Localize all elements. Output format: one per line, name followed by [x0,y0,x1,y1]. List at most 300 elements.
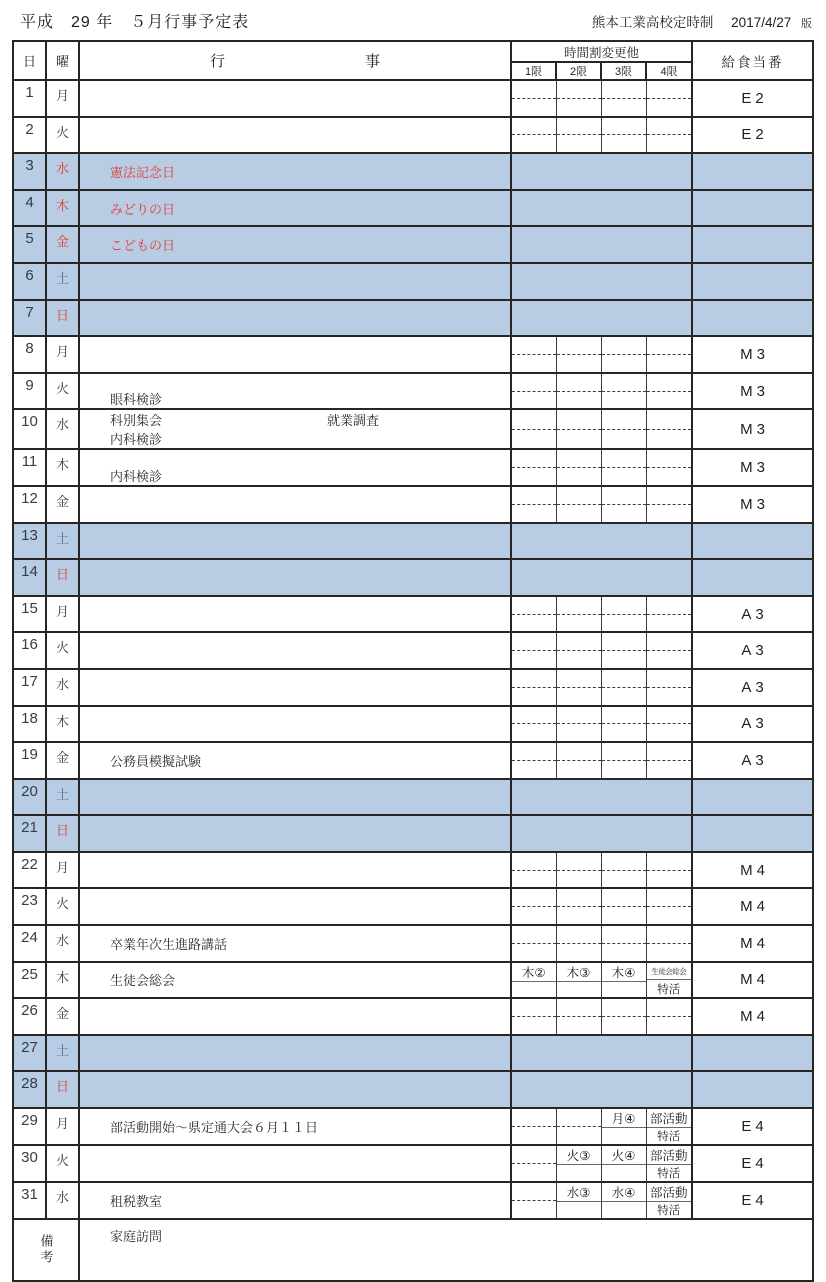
period-cell [511,486,556,523]
period-cell [511,669,556,706]
document-meta [592,11,812,31]
period-cell-inner [557,81,601,116]
lunch-duty-cell: A3 [692,742,813,779]
period-cell-inner [602,1146,646,1181]
day-number-cell: 5 [13,226,46,263]
period-change-top: 木② [512,963,556,982]
period-cell [646,80,692,117]
period-cell-inner [602,963,646,998]
remark-content-cell [79,1219,813,1281]
period-cell-inner [647,707,692,742]
period-cell-inner [557,743,601,778]
period-cell-inner [512,81,556,116]
period-cell [511,706,556,743]
event-cell [79,706,511,743]
table-row [13,596,813,633]
event-text: 卒業年次生進路講話 [110,936,228,952]
period-change-bottom [647,355,692,372]
event-line-2 [110,389,510,408]
period-cell [556,962,601,999]
event-cell [79,1108,511,1145]
weekday-cell: 金 [46,226,79,263]
period-change-bottom [647,99,692,116]
period-cell [601,706,646,743]
lunch-duty-cell [692,190,813,227]
period-change-bottom [512,1201,556,1218]
period-change-bottom [602,135,646,152]
table-row [13,226,813,263]
period-change-top: 水③ [557,1183,601,1202]
period-cell [511,373,556,410]
period-cell-inner [602,1109,646,1144]
period-cell-inner [557,1146,601,1181]
period-change-bottom [512,907,556,924]
period-cell-inner [512,670,556,705]
period-cell-inner [512,487,556,522]
period-cell [601,998,646,1035]
event-text-primary: 内科検診 [110,432,163,448]
period-change-top [557,374,601,392]
period-cell [556,998,601,1035]
weekday-cell: 金 [46,486,79,523]
table-row [13,815,813,852]
weekday-cell: 月 [46,596,79,633]
period-change-bottom [557,1202,601,1218]
period-cell [556,706,601,743]
event-text: 公務員模擬試験 [110,753,202,769]
period-change-top [512,487,556,505]
period-cell [601,1108,646,1145]
period-change-bottom [647,430,692,449]
period-cell [646,925,692,962]
event-cell [79,226,511,263]
period-cell [511,742,556,779]
table-row [13,925,813,962]
period-change-top [512,1146,556,1164]
period-cell-inner [557,707,601,742]
period-change-bottom [602,688,646,705]
period-cell-inner [512,450,556,485]
lunch-duty-cell: E4 [692,1108,813,1145]
weekday-cell: 月 [46,1108,79,1145]
table-row [13,742,813,779]
period-change-top [512,1183,556,1201]
period-cell [556,925,601,962]
lunch-duty-cell [692,153,813,190]
period-cell-inner [557,633,601,668]
edition-label: 版 [801,18,812,30]
schedule-change-cell [511,1035,692,1072]
period-cell [646,706,692,743]
lunch-duty-cell: A3 [692,706,813,743]
event-cell [79,669,511,706]
period-change-top [512,633,556,651]
period-change-top [602,450,646,468]
period-change-top [647,487,692,505]
period-change-top [647,450,692,468]
table-row [13,1035,813,1072]
period-change-bottom [602,392,646,409]
period-change-bottom [512,615,556,632]
weekday-cell: 月 [46,852,79,889]
table-row [13,779,813,816]
day-number-cell: 1 [13,80,46,117]
period-change-top [557,633,601,651]
lunch-duty-cell: M3 [692,409,813,449]
period-cell-inner [557,410,601,448]
period-cell-inner [647,633,692,668]
event-cell [79,1071,511,1108]
period-change-top [512,597,556,615]
period-cell [511,336,556,373]
weekday-cell: 水 [46,925,79,962]
period-change-top: 部活動 [647,1146,692,1165]
period-cell [511,925,556,962]
period-cell-inner [512,633,556,668]
period-cell-inner [647,853,692,888]
event-cell [79,449,511,486]
period-change-bottom: 特活 [657,1131,681,1144]
day-number-cell: 6 [13,263,46,300]
event-cell [79,117,511,154]
period-change-top [557,337,601,355]
weekday-cell: 火 [46,1145,79,1182]
period-cell-inner [602,743,646,778]
period-cell-inner [557,999,601,1034]
period-cell-inner [647,743,692,778]
period-cell [511,80,556,117]
period-change-bottom [602,651,646,668]
period-change-bottom [512,430,556,449]
period-cell [511,632,556,669]
day-number-cell: 16 [13,632,46,669]
period-change-bottom [557,651,601,668]
period-change-bottom [647,871,692,888]
event-cell [79,1182,511,1219]
event-text: みどりの日 [110,201,176,217]
period-cell [511,449,556,486]
period-change-bottom [602,871,646,888]
period-change-top [647,633,692,651]
table-row [13,373,813,410]
period-change-top [557,889,601,907]
period-cell [556,632,601,669]
period-cell [601,409,646,449]
lunch-duty-cell: A3 [692,669,813,706]
period-cell [646,117,692,154]
schedule-table [12,40,814,1282]
table-row [13,153,813,190]
col-header-weekday: 曜 [46,41,79,80]
period-change-top: 木③ [557,963,601,982]
period-change-top: 火④ [602,1146,646,1165]
period-cell [511,1145,556,1182]
col-header-event-left: 行 [209,53,225,70]
period-change-top [557,410,601,430]
period-change-top [647,597,692,615]
schedule-change-cell [511,779,692,816]
period-change-bottom [512,688,556,705]
period-change-bottom [557,688,601,705]
period-change-bottom [512,651,556,668]
period-cell [646,852,692,889]
period-cell [601,632,646,669]
table-row [13,669,813,706]
period-change-top [602,410,646,430]
period-cell-inner [647,337,692,372]
period-cell-inner [647,118,692,153]
table-row [13,706,813,743]
table-row [13,559,813,596]
event-line-1 [110,410,510,429]
period-cell-inner [647,889,692,924]
lunch-duty-cell [692,779,813,816]
period-cell [556,1108,601,1145]
period-cell-inner [512,1109,556,1144]
schedule-change-cell [511,559,692,596]
day-number-cell: 18 [13,706,46,743]
period-change-top [557,597,601,615]
period-cell [556,373,601,410]
period-change-top [647,743,692,761]
period-change-top [557,81,601,99]
lunch-duty-cell: A3 [692,632,813,669]
schedule-change-cell [511,815,692,852]
period-change-bottom [512,392,556,409]
period-cell [646,409,692,449]
period-cell-inner [602,999,646,1034]
period-change-top: 火③ [557,1146,601,1165]
event-cell [79,153,511,190]
period-change-top [557,926,601,944]
weekday-cell: 日 [46,815,79,852]
period-cell [556,117,601,154]
day-number-cell: 24 [13,925,46,962]
weekday-cell: 土 [46,779,79,816]
period-change-top [647,374,692,392]
event-cell [79,263,511,300]
event-text [80,374,510,409]
period-change-bottom [602,907,646,924]
period-cell [646,742,692,779]
period-cell [646,449,692,486]
event-cell [79,190,511,227]
period-change-top [557,450,601,468]
period-change-top [512,889,556,907]
period-cell [601,596,646,633]
period-change-bottom [602,1017,646,1034]
period-cell-inner [647,1183,692,1218]
period-change-top [647,999,692,1017]
event-cell [79,486,511,523]
schedule-change-cell [511,226,692,263]
table-row [13,409,813,449]
event-cell [79,1035,511,1072]
lunch-duty-cell [692,815,813,852]
period-change-top [557,118,601,136]
period-cell-inner [557,1109,601,1144]
period-cell [601,1182,646,1219]
period-cell [556,1182,601,1219]
period-cell-inner [512,707,556,742]
col-header-period-2: 2限 [556,62,601,80]
lunch-duty-cell: M4 [692,925,813,962]
period-change-bottom [512,505,556,522]
period-cell-inner [602,118,646,153]
table-row [13,962,813,999]
day-number-cell: 25 [13,962,46,999]
day-number-cell: 22 [13,852,46,889]
period-cell [601,888,646,925]
period-change-top [512,450,556,468]
period-change-bottom [602,1165,646,1181]
period-change-bottom [557,135,601,152]
event-text-primary: 科別集会 [110,413,163,429]
event-cell [79,1145,511,1182]
schedule-change-cell [511,263,692,300]
period-cell [511,888,556,925]
period-change-top [602,707,646,725]
weekday-cell: 金 [46,998,79,1035]
period-cell [556,596,601,633]
lunch-duty-cell: M3 [692,449,813,486]
period-cell [556,409,601,449]
lunch-duty-cell: M3 [692,373,813,410]
period-change-top [602,374,646,392]
period-cell-inner [557,597,601,632]
lunch-duty-cell [692,300,813,337]
period-cell [511,962,556,999]
event-cell [79,998,511,1035]
period-cell-inner [602,1183,646,1218]
period-cell [511,852,556,889]
period-change-bottom [557,871,601,888]
period-cell-inner [557,963,601,998]
period-cell [556,486,601,523]
weekday-cell: 火 [46,632,79,669]
period-cell [601,80,646,117]
period-change-top [557,999,601,1017]
period-change-bottom [512,871,556,888]
period-change-bottom [602,355,646,372]
period-change-bottom [512,135,556,152]
period-change-top [647,853,692,871]
period-change-top: 部活動 [647,1109,692,1128]
period-change-top [512,743,556,761]
period-cell [646,1182,692,1219]
table-row [13,80,813,117]
col-header-event [79,41,511,80]
weekday-cell: 日 [46,559,79,596]
period-cell-inner [512,889,556,924]
event-line-2 [110,466,510,485]
col-header-period-1: 1限 [511,62,556,80]
weekday-cell: 水 [46,1182,79,1219]
period-change-bottom [602,982,646,998]
period-cell [646,1145,692,1182]
weekday-cell: 木 [46,962,79,999]
period-cell-inner [512,597,556,632]
period-change-bottom [512,982,556,998]
event-text [80,450,510,485]
period-change-top [512,999,556,1017]
day-number-cell: 20 [13,779,46,816]
day-number-cell: 21 [13,815,46,852]
schedule-change-cell [511,523,692,560]
event-cell [79,815,511,852]
table-row [13,300,813,337]
period-change-top [647,889,692,907]
period-change-top [512,81,556,99]
period-change-bottom [602,505,646,522]
period-change-bottom [647,468,692,485]
period-change-bottom [647,505,692,522]
period-cell [556,888,601,925]
period-change-bottom [557,355,601,372]
period-change-top [647,118,692,136]
period-cell [646,888,692,925]
period-change-bottom [647,1017,692,1034]
table-row [13,336,813,373]
period-change-bottom [512,1164,556,1181]
period-change-top [557,487,601,505]
lunch-duty-cell: A3 [692,596,813,633]
period-cell-inner [512,410,556,448]
period-change-bottom [512,1017,556,1034]
period-cell-inner [512,963,556,998]
weekday-cell: 火 [46,373,79,410]
event-cell [79,336,511,373]
period-change-top: 部活動 [647,1183,692,1202]
school-name: 熊本工業高校定時制 [591,15,714,30]
day-number-cell: 12 [13,486,46,523]
period-cell-inner [647,926,692,961]
period-cell-inner [602,597,646,632]
remark-content: 家庭訪問 [110,1229,163,1245]
day-number-cell: 2 [13,117,46,154]
period-cell [601,117,646,154]
period-change-bottom [557,907,601,924]
period-cell [511,596,556,633]
period-change-bottom [602,944,646,961]
period-change-top [512,1109,556,1127]
period-cell-inner [512,1183,556,1218]
event-text-primary: 眼科検診 [110,392,163,408]
period-change-top [557,1109,601,1127]
event-cell [79,888,511,925]
table-row [13,1182,813,1219]
day-number-cell: 15 [13,596,46,633]
schedule-change-cell [511,190,692,227]
period-change-bottom [647,907,692,924]
day-number-cell: 7 [13,300,46,337]
period-change-bottom [557,392,601,409]
event-cell [79,962,511,999]
period-change-bottom [602,724,646,741]
period-change-top [647,707,692,725]
lunch-duty-cell: E4 [692,1145,813,1182]
period-cell [646,1108,692,1145]
event-text-primary: 内科検診 [110,468,163,484]
remark-label: 備考 [38,1234,54,1267]
weekday-cell: 水 [46,153,79,190]
lunch-duty-cell: M4 [692,998,813,1035]
day-number-cell: 29 [13,1108,46,1145]
day-number-cell: 8 [13,336,46,373]
period-change-top [602,337,646,355]
event-cell [79,596,511,633]
period-cell [511,1108,556,1145]
